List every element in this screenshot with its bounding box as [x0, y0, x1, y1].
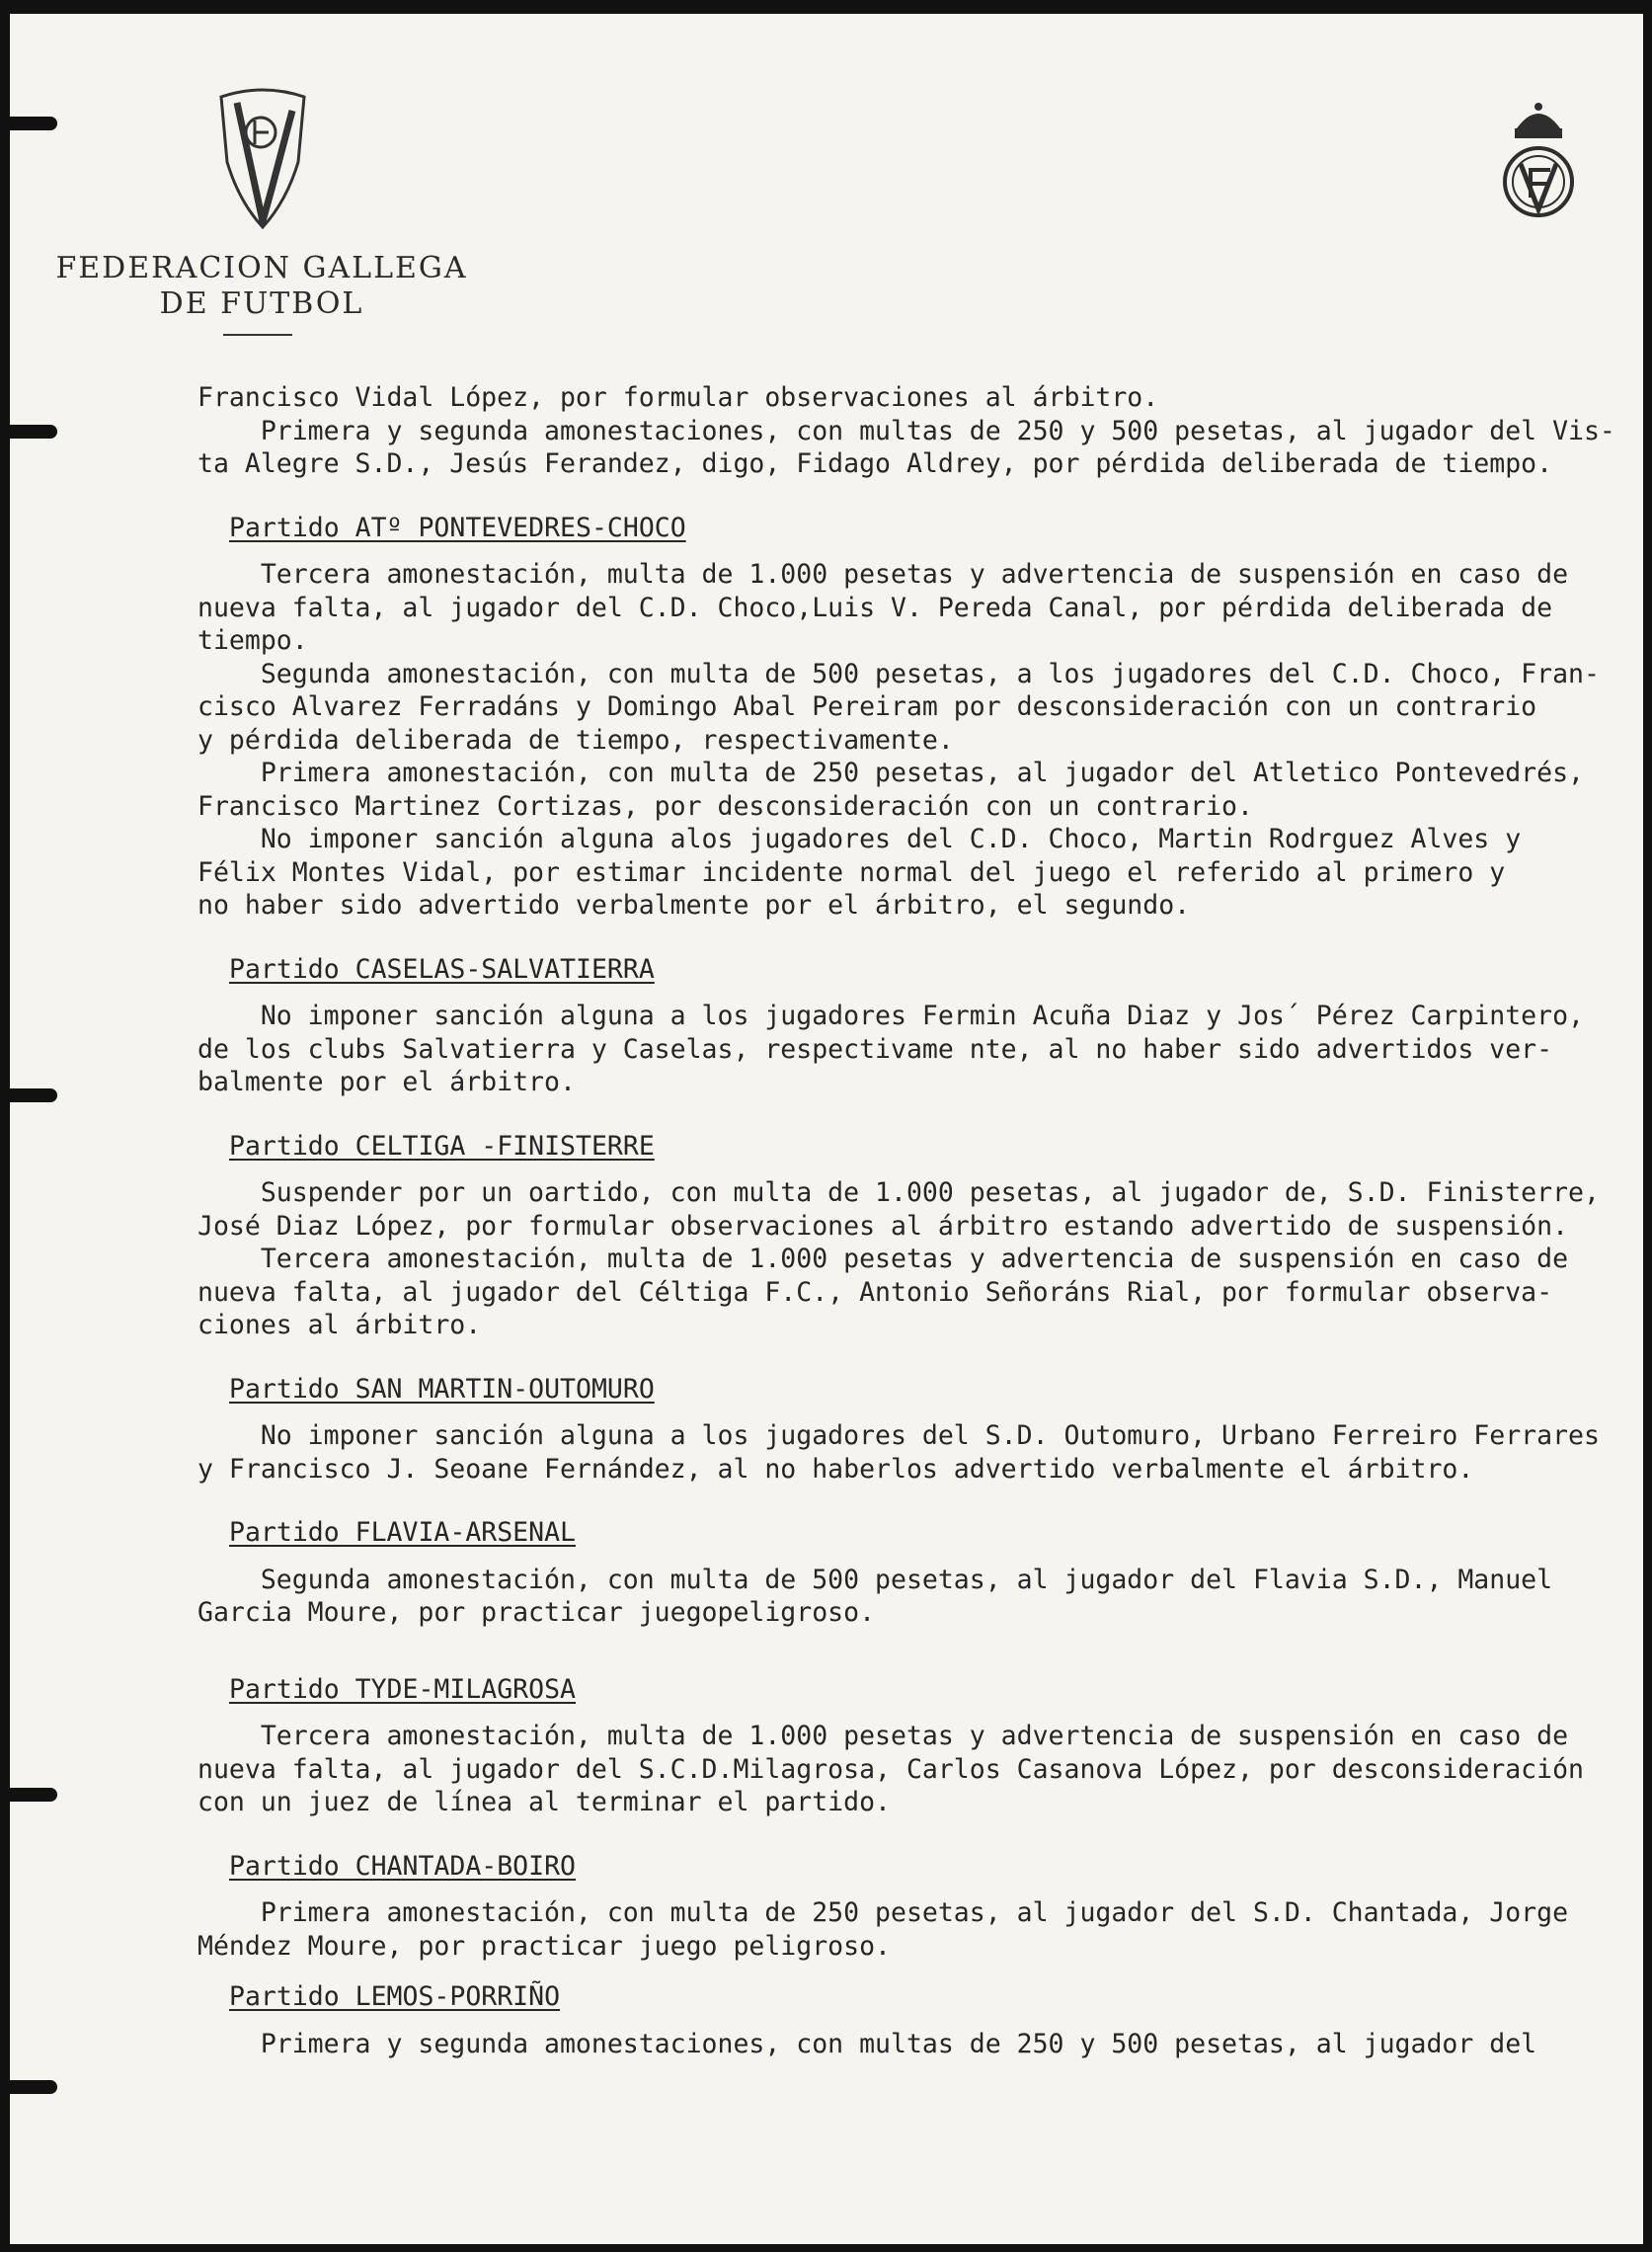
section-line: Garcia Moure, por practicar juegopeligroso. — [197, 1597, 876, 1628]
intro-line: Primera y segunda amonestaciones, con multas de 250 y 500 pesetas, al jugador del Vis- — [197, 415, 1615, 446]
section-line: cisco Alvarez Ferradáns y Domingo Abal Pereiram por desconsideración con un contrario — [197, 691, 1537, 722]
binder-hole — [10, 2080, 57, 2094]
binder-hole — [10, 1788, 57, 1802]
section-line: Segunda amonestación, con multa de 500 pesetas, al jugador del Flavia S.D., Manuel — [197, 1564, 1553, 1595]
section-line: tiempo. — [197, 625, 308, 656]
section-line: Primera y segunda amonestaciones, con multas de 250 y 500 pesetas, al jugador del — [197, 2028, 1537, 2059]
section-title: Partido LEMOS-PORRIÑO — [229, 1981, 561, 2012]
section-line: nueva falta, al jugador del Céltiga F.C., Antonio Señoráns Rial, por formular observa- — [197, 1276, 1553, 1308]
section-line: Tercera amonestación, multa de 1.000 pesetas y advertencia de suspensión en caso de — [197, 1721, 1569, 1751]
section-title: Partido TYDE-MILAGROSA — [229, 1673, 576, 1705]
section-title: Partido CELTIGA -FINISTERRE — [229, 1130, 655, 1162]
section-line: Suspender por un oartido, con multa de 1.000 pesetas, al jugador de, S.D. Finisterre, — [197, 1177, 1600, 1208]
section-line: y Francisco J. Seoane Fernández, al no haberlos advertido verbalmente el árbitro. — [197, 1453, 1474, 1485]
section-line: Primera amonestación, con multa de 250 pesetas, al jugador del Atletico Pontevedrés, — [197, 758, 1584, 788]
section-line: y pérdida deliberada de tiempo, respectivamente. — [197, 724, 954, 756]
section-line: nueva falta, al jugador del S.C.D.Milagrosa, Carlos Casanova López, por desconsideración — [197, 1753, 1584, 1785]
binder-hole — [10, 1088, 57, 1102]
section-title: Partido SAN MARTIN-OUTOMURO — [229, 1373, 655, 1405]
binder-hole — [10, 425, 57, 439]
section-title: Partido FLAVIA-ARSENAL — [229, 1517, 576, 1548]
section-line: José Diaz López, por formular observaciones al árbitro estando advertido de suspensión. — [197, 1210, 1569, 1242]
intro-line: ta Alegre S.D., Jesús Ferandez, digo, Fidago Aldrey, por pérdida deliberada de tiempo. — [197, 448, 1553, 479]
organization-name — [49, 251, 474, 322]
section-title: Partido CASELAS-SALVATIERRA — [229, 953, 655, 985]
section-line: Tercera amonestación, multa de 1.000 pesetas y advertencia de suspensión en caso de — [197, 559, 1569, 590]
letterhead-divider — [223, 334, 292, 336]
section-line: No imponer sanción alguna alos jugadores del C.D. Choco, Martin Rodrguez Alves y — [197, 824, 1522, 854]
section-line: no haber sido advertido verbalmente por el árbitro, el segundo. — [197, 890, 1191, 921]
section-title: Partido ATº PONTEVEDRES-CHOCO — [229, 512, 686, 543]
document-body — [197, 381, 1643, 2060]
section-line: con un juez de línea al terminar el partido. — [197, 1787, 891, 1817]
binder-hole — [10, 117, 57, 130]
section-line: Félix Montes Vidal, por estimar incidente normal del juego el referido al primero y — [197, 856, 1506, 888]
royal-crest-icon — [1491, 99, 1586, 227]
section-title: Partido CHANTADA-BOIRO — [229, 1850, 576, 1882]
section-line: No imponer sanción alguna a los jugadores Fermin Acuña Diaz y Jos´ Pérez Carpintero, — [197, 1001, 1584, 1031]
intro-line: Francisco Vidal López, por formular observaciones al árbitro. — [197, 382, 1159, 413]
section-line: balmente por el árbitro. — [197, 1067, 576, 1097]
section-line: Méndez Moure, por practicar juego peligroso. — [197, 1930, 891, 1962]
section-line: Segunda amonestación, con multa de 500 pesetas, a los jugadores del C.D. Choco, Fran- — [197, 658, 1600, 689]
section-line: de los clubs Salvatierra y Caselas, respectivame nte, al no haber sido advertidos ver- — [197, 1033, 1553, 1065]
section-line: Francisco Martinez Cortizas, por desconsideración con un contrario. — [197, 790, 1253, 822]
document-page — [10, 14, 1643, 2244]
organization-name-line2: DE FUTBOL — [159, 286, 364, 321]
organization-name-line1: FEDERACION GALLEGA — [55, 251, 468, 285]
section-line: Primera amonestación, con multa de 250 pesetas, al jugador del S.D. Chantada, Jorge — [197, 1897, 1569, 1928]
section-line: No imponer sanción alguna a los jugadores del S.D. Outomuro, Urbano Ferreiro Ferrares — [197, 1420, 1600, 1451]
section-line: ciones al árbitro. — [197, 1310, 482, 1340]
section-line: nueva falta, al jugador del C.D. Choco,Luis V. Pereda Canal, por pérdida deliberada de — [197, 592, 1553, 623]
section-line: Tercera amonestación, multa de 1.000 pesetas y advertencia de suspensión en caso de — [197, 1244, 1569, 1274]
federation-shield-logo-icon — [215, 83, 310, 231]
